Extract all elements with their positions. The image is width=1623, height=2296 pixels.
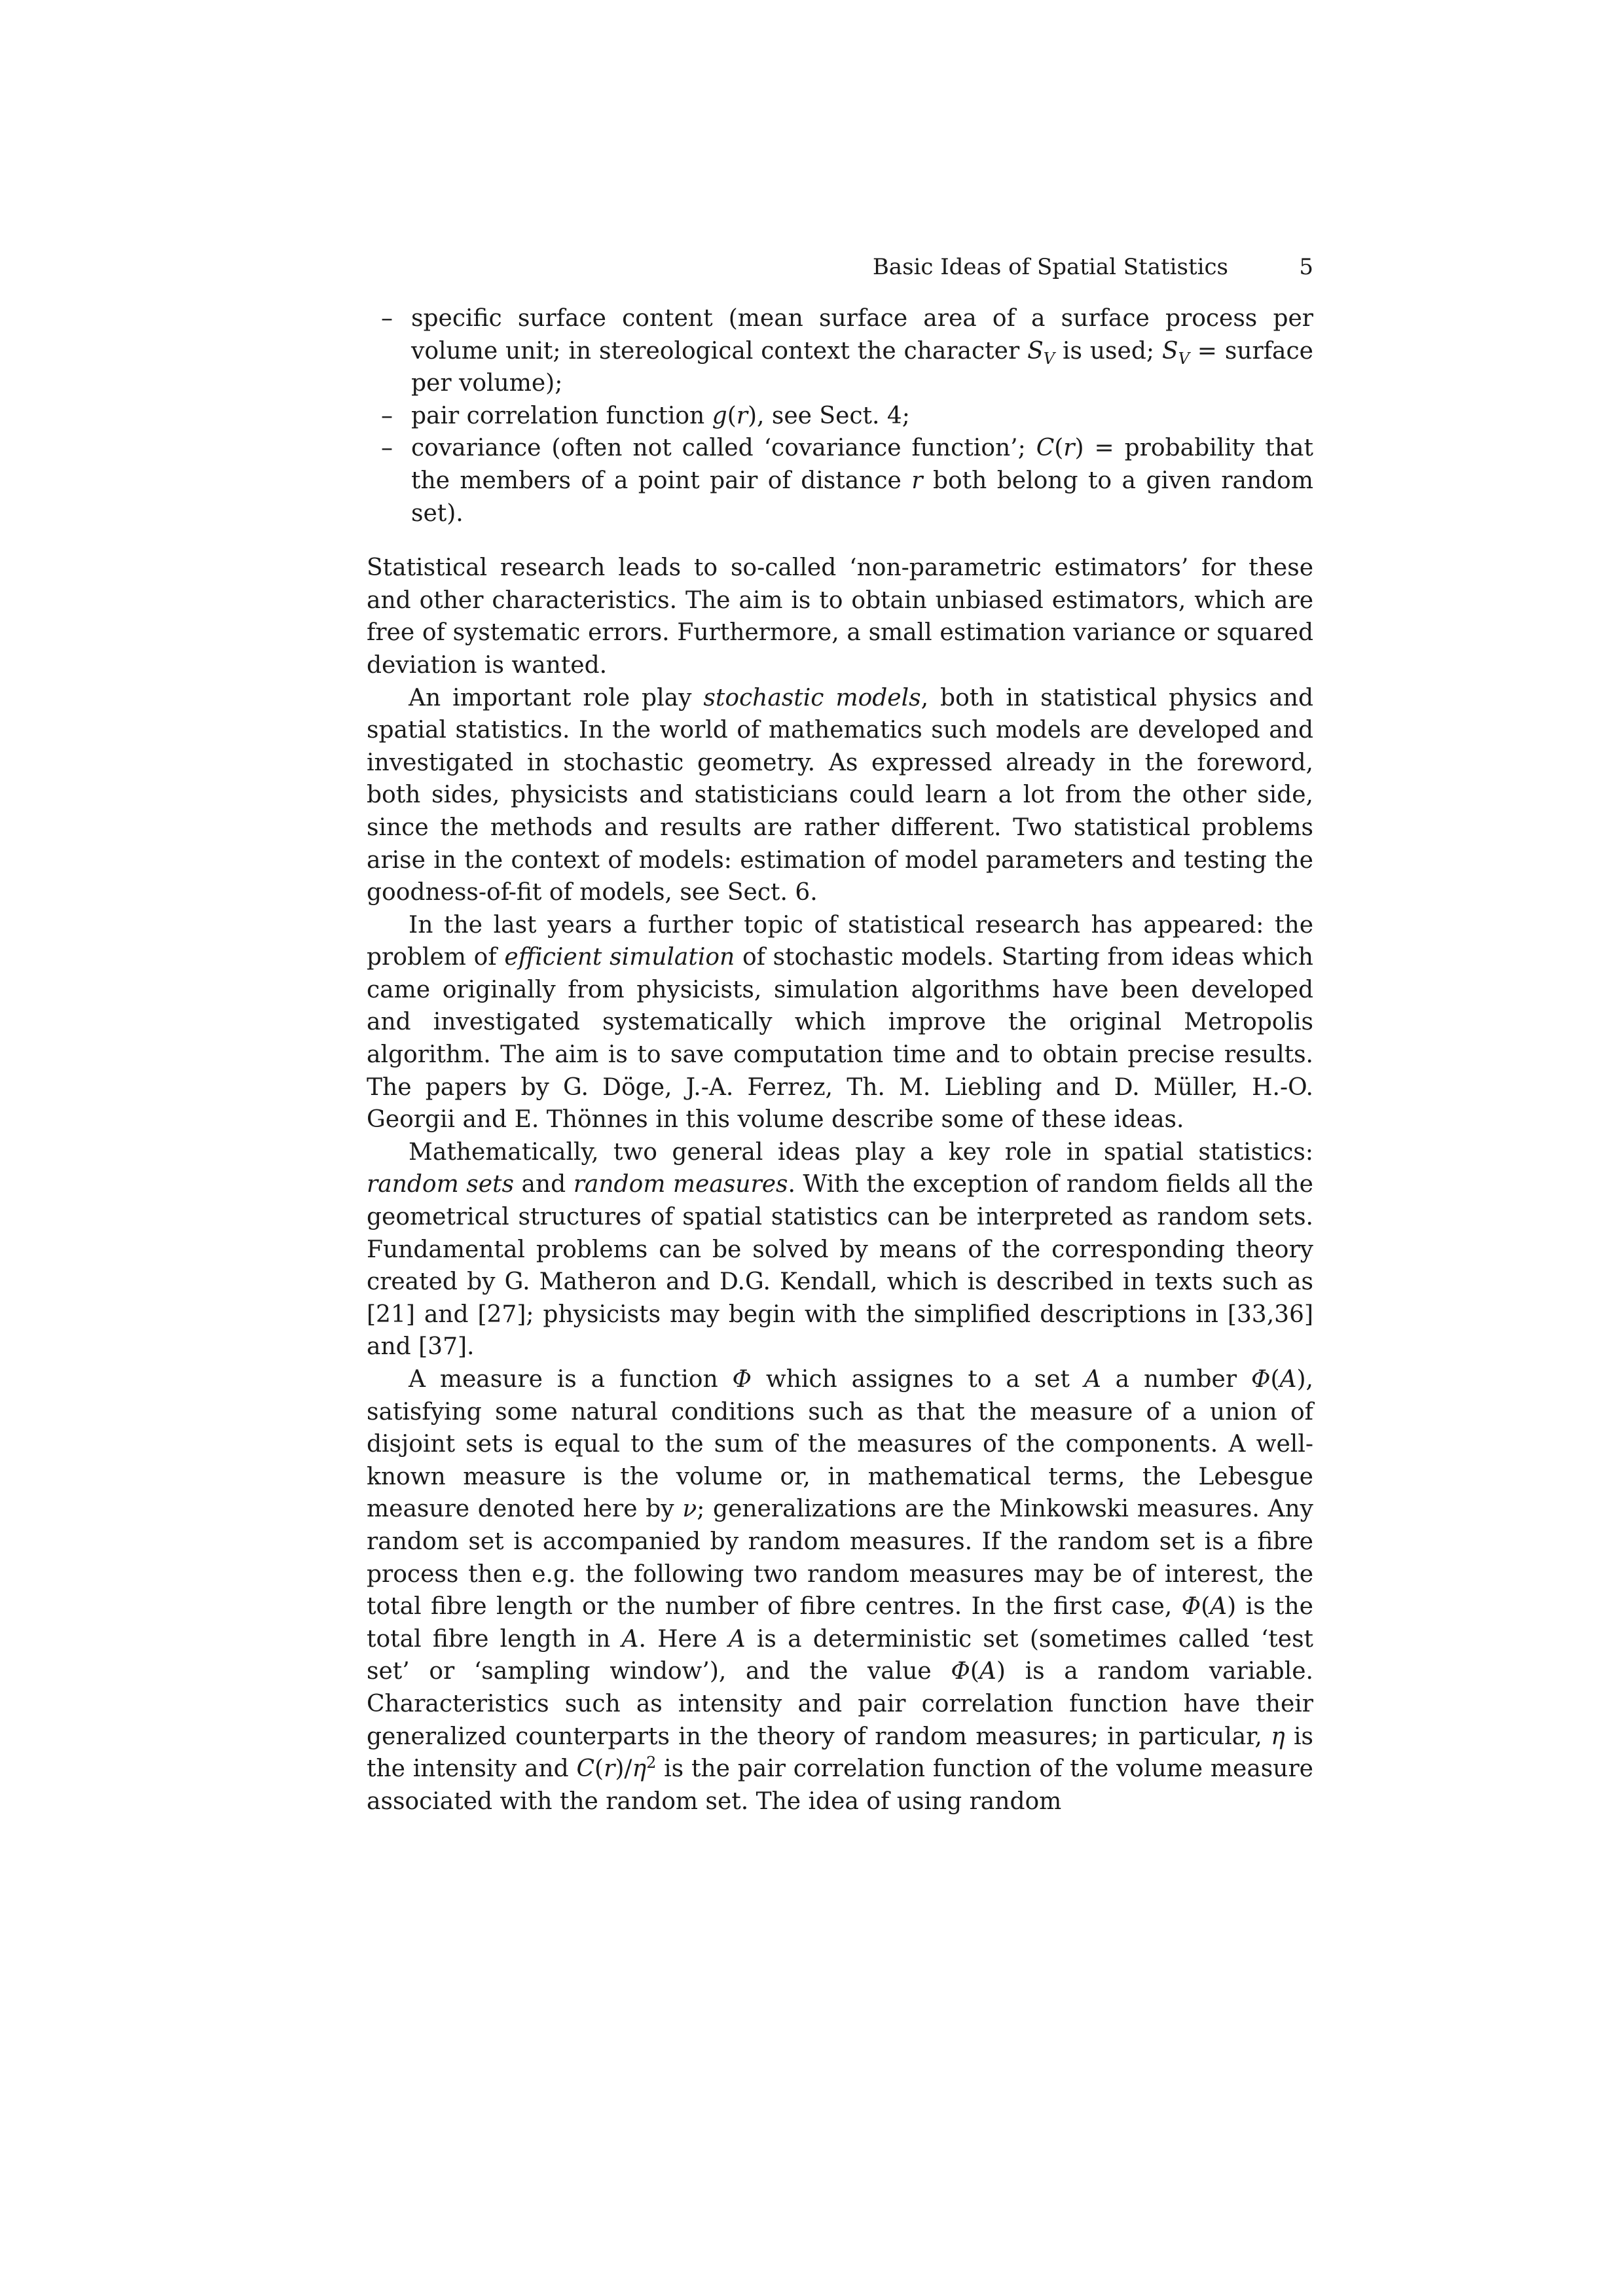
math-symbol: Φ [951,1658,970,1685]
paragraph-estimators [367,552,1313,681]
math-symbol: η [632,1755,647,1783]
math-symbol: Φ [732,1366,752,1393]
list-dash: – [381,305,393,332]
running-header [367,247,1313,287]
math-symbol: Φ [1250,1366,1271,1393]
math-symbol: η [1271,1723,1285,1750]
paragraph-text: ( [1270,1366,1280,1393]
paragraph-random-sets [367,1136,1313,1363]
emphasis: efficient simulation [504,944,735,971]
paragraph-text: of stochastic models. Starting from ideas which came originally from physicists, simulation algorithms have been developed and investigated systematically which improve the original Metropolis algorithm. The aim is to save computation time and to obtain precise results. The papers by G. Döge, J.-A. Ferrez, Th. M. Liebling and D. Müller, H.-O. Georgii and E. Thönnes in this volume describe some of these ideas. [367,944,1313,1134]
characteristics-list [367,302,1313,529]
list-item [367,432,1313,529]
paragraph-text: and [513,1171,574,1198]
paragraph-text: Statistical research leads to so-called ‘non-parametric estimators’ for these and other characteristics. The aim is to obtain unbiased estimators, which are free of systematic errors. Furthermore, a small estimation variance or squared deviation is wanted. [367,554,1313,679]
paragraph-text: ; generalizations are the Minkowski measures. Any random set is accompanied by random measures. If the random set is a fibre process then e.g. the following two random measures may be of interest, the total fibre length or the number of fibre centres. In the first case, [367,1496,1313,1621]
list-text: ( [727,402,737,429]
math-symbol: A [1279,1366,1297,1393]
list-text: ( [1054,435,1064,462]
list-dash: – [381,402,393,429]
paragraph-text: ( [1201,1593,1211,1621]
math-subscript: V [1178,349,1190,368]
list-text: ), see Sect. 4; [747,402,910,429]
math-symbol: r [736,402,748,429]
running-title: Basic Ideas of Spatial Statistics [872,254,1228,280]
paragraph-text: An important role play [409,684,704,711]
math-symbol: r [604,1755,615,1783]
paragraph-text: is a deterministic set (sometimes called ‘test set’ or ‘sampling window’), and the value [367,1625,1314,1685]
math-symbol: C [576,1755,595,1783]
math-symbol: A [1210,1593,1228,1621]
math-superscript: 2 [646,1753,657,1772]
list-text: specific surface content (mean surface area of a surface process per volume unit; in stereological context the character [411,305,1313,365]
paragraph-text: Mathematically, two general ideas play a key role in spatial statistics: [409,1138,1313,1166]
paragraph-text: is the intensity and [367,1723,1314,1783]
paragraph-text: a number [1101,1366,1251,1393]
paragraph-text: is the pair correlation function of the volume measure associated with the random set. The idea of using random [367,1755,1313,1815]
list-text: both belong to a given random set). [411,467,1313,527]
math-symbol: A [728,1625,746,1653]
paragraph-text: ( [970,1658,979,1685]
body-text [367,302,1313,1818]
list-item [367,400,1313,433]
paragraph-text: A measure is a function [409,1366,733,1393]
paragraph-text: which assignes to a set [752,1366,1084,1393]
emphasis: stochastic models [703,684,921,711]
math-symbol: r [1063,435,1075,462]
paragraph-text: ), satisfying some natural conditions such as that the measure of a union of disjoint sets is equal to the sum of the measures of the components. A well-known measure is the volume or, in mathematical terms, the Lebesgue measure denoted here by [367,1366,1313,1523]
math-symbol: S [1161,337,1178,365]
paragraph-text: ( [594,1755,604,1783]
list-text: pair correlation function [411,402,712,429]
list-text: = surface per volume); [411,337,1313,397]
paragraph-simulation [367,909,1313,1136]
math-symbol: C [1036,435,1055,462]
math-symbol: ν [682,1496,697,1523]
math-symbol: A [979,1658,996,1685]
list-dash: – [381,435,393,462]
list-text: covariance (often not called ‘covariance function’; [411,435,1036,462]
math-symbol: g [712,402,727,429]
paragraph-text: , both in statistical physics and spatial statistics. In the world of mathematics such models are developed and investigated in stochastic geometry. As expressed already in the foreword, both sides, physicists and statisticians could learn a lot from the other side, since the methods and results are rather different. Two statistical problems arise in the context of models: estimation of model parameters and testing the goodness-of-fit of models, see Sect. 6. [367,684,1313,906]
math-symbol: Φ [1181,1593,1201,1621]
emphasis: random sets [367,1171,514,1198]
paragraph-text: ) is the total fibre length in [367,1593,1313,1653]
paragraph-text: In the last years a further topic of statistical research has appeared: the problem of [367,911,1313,971]
paragraph-text: )/ [615,1755,632,1783]
math-symbol: A [621,1625,639,1653]
list-text: ) = probability that the members of a point pair of distance [411,435,1313,494]
math-subscript: V [1043,349,1055,368]
paragraph-measures [367,1363,1313,1818]
page-number: 5 [1299,254,1313,280]
math-symbol: S [1027,337,1044,365]
emphasis: random measures [573,1171,788,1198]
paragraph-text: ) is a random variable. Characteristics such as intensity and pair correlation function have their generalized counterparts in the theory of random measures; in particular, [367,1658,1313,1750]
math-symbol: A [1084,1366,1101,1393]
math-symbol: r [911,467,923,494]
paragraph-text: . Here [638,1625,729,1653]
list-text: is used; [1055,337,1162,365]
paragraph-stochastic-models [367,682,1313,909]
list-item [367,302,1313,400]
paragraph-text: . With the exception of random fields all the geometrical structures of spatial statistics can be interpreted as random sets. Fundamental problems can be solved by means of the corresponding theory created by G. Matheron and D.G. Kendall, which is described in texts such as [21] and [27]; physicists may begin with the simplified descriptions in [33,36] and [37]. [367,1171,1313,1361]
